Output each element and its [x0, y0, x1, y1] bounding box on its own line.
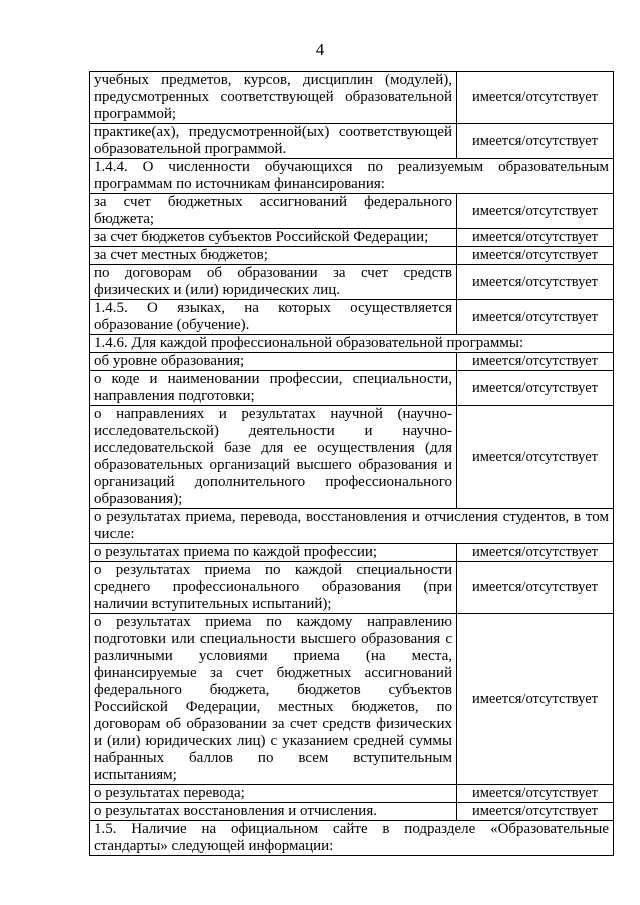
- status-cell: имеется/отсутствует: [457, 785, 614, 803]
- status-cell: имеется/отсутствует: [457, 124, 614, 159]
- status-cell: имеется/отсутствует: [457, 194, 614, 229]
- item-description-cell: по договорам об образовании за счет средств физических и (или) юридических лиц.: [90, 265, 457, 300]
- table-row: [90, 406, 614, 509]
- section-heading-cell: о результатах приема, перевода, восстановления и отчисления студентов, в том числе:: [90, 509, 614, 544]
- item-description-cell: 1.4.5. О языках, на которых осуществляется образование (обучение).: [90, 300, 457, 335]
- item-description-cell: за счет бюджетов субъектов Российской Федерации;: [90, 229, 457, 247]
- item-description-cell: об уровне образования;: [90, 353, 457, 371]
- table-row: [90, 614, 614, 785]
- table-row: [90, 300, 614, 335]
- status-cell: имеется/отсутствует: [457, 803, 614, 821]
- status-cell: имеется/отсутствует: [457, 72, 614, 124]
- status-cell: имеется/отсутствует: [457, 562, 614, 614]
- item-description-cell: о результатах приема по каждой специальности среднего профессионального образования (при наличии вступительных испытаний);: [90, 562, 457, 614]
- table-row: [90, 544, 614, 562]
- status-cell: имеется/отсутствует: [457, 247, 614, 265]
- table-row: [90, 562, 614, 614]
- table-row: [90, 124, 614, 159]
- table-row: [90, 371, 614, 406]
- table-row: [90, 785, 614, 803]
- section-heading-cell: 1.5. Наличие на официальном сайте в подразделе «Образовательные стандарты» следующей информации:: [90, 821, 614, 856]
- item-description-cell: о результатах приема по каждому направлению подготовки или специальности высшего образования с различными условиями приема (на места, финансируемые за счет бюджетных ассигнований федерального бюджета, бюджетов субъектов Российской Федерации, местных бюджетов, по договорам об образовании за счет средств физических и (или) юридических лиц) с указанием средней суммы набранных баллов по всем вступительным испытаниям;: [90, 614, 457, 785]
- section-heading-cell: 1.4.4. О численности обучающихся по реализуемым образовательным программам по источникам финансирования:: [90, 159, 614, 194]
- item-description-cell: о результатах приема по каждой профессии;: [90, 544, 457, 562]
- item-description-cell: о направлениях и результатах научной (научно-исследовательской) деятельности и научно-исследовательской базе для ее осуществления (для образовательных организаций высшего образования и организаций дополнительного профессионального образования);: [90, 406, 457, 509]
- table-row: [90, 353, 614, 371]
- table-row: [90, 335, 614, 353]
- item-description-cell: о коде и наименовании профессии, специальности, направления подготовки;: [90, 371, 457, 406]
- table-row: [90, 821, 614, 856]
- status-cell: имеется/отсутствует: [457, 353, 614, 371]
- status-cell: имеется/отсутствует: [457, 614, 614, 785]
- requirements-table: [89, 71, 614, 856]
- table-row: [90, 159, 614, 194]
- table-row: [90, 803, 614, 821]
- status-cell: имеется/отсутствует: [457, 265, 614, 300]
- table-row: [90, 194, 614, 229]
- status-cell: имеется/отсутствует: [457, 406, 614, 509]
- item-description-cell: практике(ах), предусмотренной(ых) соответствующей образовательной программой.: [90, 124, 457, 159]
- status-cell: имеется/отсутствует: [457, 371, 614, 406]
- item-description-cell: о результатах восстановления и отчисления.: [90, 803, 457, 821]
- section-heading-cell: 1.4.6. Для каждой профессиональной образовательной программы:: [90, 335, 614, 353]
- page-number: 4: [315, 40, 325, 59]
- item-description-cell: за счет бюджетных ассигнований федерального бюджета;: [90, 194, 457, 229]
- item-description-cell: учебных предметов, курсов, дисциплин (модулей), предусмотренных соответствующей образовательной программой;: [90, 72, 457, 124]
- status-cell: имеется/отсутствует: [457, 544, 614, 562]
- table-row: [90, 72, 614, 124]
- item-description-cell: о результатах перевода;: [90, 785, 457, 803]
- item-description-cell: за счет местных бюджетов;: [90, 247, 457, 265]
- status-cell: имеется/отсутствует: [457, 300, 614, 335]
- table-row: [90, 509, 614, 544]
- status-cell: имеется/отсутствует: [457, 229, 614, 247]
- table-row: [90, 247, 614, 265]
- table-row: [90, 229, 614, 247]
- table-row: [90, 265, 614, 300]
- requirements-table-body: [90, 72, 614, 856]
